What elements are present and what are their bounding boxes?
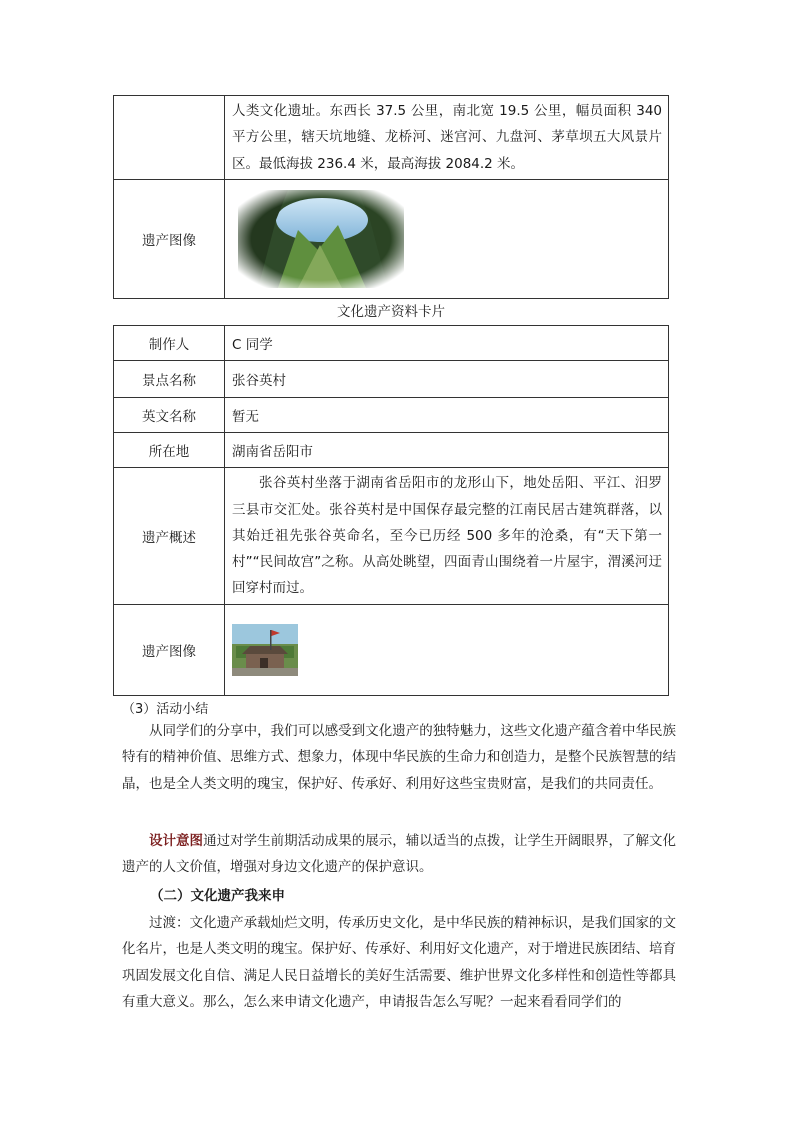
row-english-name-value: 暂无	[225, 398, 669, 433]
heritage-card-2	[113, 325, 669, 696]
row-author-label: 制作人	[114, 326, 225, 361]
summary-paragraph: 从同学们的分享中，我们可以感受到文化遗产的独特魅力，这些文化遗产蕴含着中华民族特有的精神价值、思维方式、想象力，体现中华民族的生命力和创造力，是整个民族智慧的结晶，也是全人类文明的瑰宝，保护好、传承好、利用好这些宝贵财富，是我们的共同责任。	[122, 723, 676, 792]
design-intent-text: 通过对学生前期活动成果的展示，辅以适当的点拨，让学生开阔眼界，了解文化遗产的人文价值，增强对身边文化遗产的保护意识。	[122, 833, 677, 876]
card2-caption: 文化遗产资料卡片	[337, 304, 445, 320]
row-overview-cell	[225, 468, 669, 605]
design-intent-label: 设计意图	[149, 833, 204, 849]
heritage-card-1	[113, 95, 669, 299]
card1-image-cell	[225, 180, 669, 299]
section2-paragraph: 过渡：文化遗产承载灿烂文明，传承历史文化，是中华民族的精神标识，是我们国家的文化名片，也是人类文明的瑰宝。保护好、传承好、利用好文化遗产，对于增进民族团结、培育巩固发展文化自信、满足人民日益增长的美好生活需要、维护世界文化多样性和创造性等都具有重大意义。那么，怎么来申请文化遗产，申请报告怎么写呢？一起来看看同学们的	[122, 915, 676, 1010]
row-location-label: 所在地	[114, 433, 225, 468]
summary-label: （3）活动小结	[122, 702, 209, 717]
village-photo	[232, 624, 298, 676]
design-intent-paragraph	[122, 828, 676, 881]
section2-heading: （二）文化遗产我来申	[150, 888, 285, 904]
row-location-value: 湖南省岳阳市	[225, 433, 669, 468]
row-site-name-label: 景点名称	[114, 361, 225, 398]
card1-intro-cell	[225, 96, 669, 180]
row-image-label: 遗产图像	[114, 605, 225, 696]
row-author-value: C 同学	[225, 326, 669, 361]
row-image-cell	[225, 605, 669, 696]
row-site-name-value: 张谷英村	[225, 361, 669, 398]
row-english-name-label: 英文名称	[114, 398, 225, 433]
row-overview-label: 遗产概述	[114, 468, 225, 605]
card1-intro-text: 人类文化遗址。东西长 37.5 公里，南北宽 19.5 公里，幅员面积 340 平方公里，辖天坑地缝、龙桥河、迷宫河、九盘河、茅草坝五大风景片区。最低海拔 236.4 米，最高海拔 2084.2 米。	[232, 103, 662, 172]
tiankeng-photo	[238, 190, 404, 288]
card1-image-label: 遗产图像	[114, 180, 225, 299]
card1-empty-label-cell	[114, 96, 225, 180]
overview-text: 张谷英村坐落于湖南省岳阳市的龙形山下，地处岳阳、平江、汨罗三县市交汇处。张谷英村是中国保存最完整的江南民居古建筑群落，以其始迁祖先张谷英命名，至今已历经 500 多年的沧桑，有“天下第一村”“民间故宫”之称。从高处眺望，四面青山围绕着一片屋宇，渭溪河迂回穿村而过。	[232, 475, 662, 597]
